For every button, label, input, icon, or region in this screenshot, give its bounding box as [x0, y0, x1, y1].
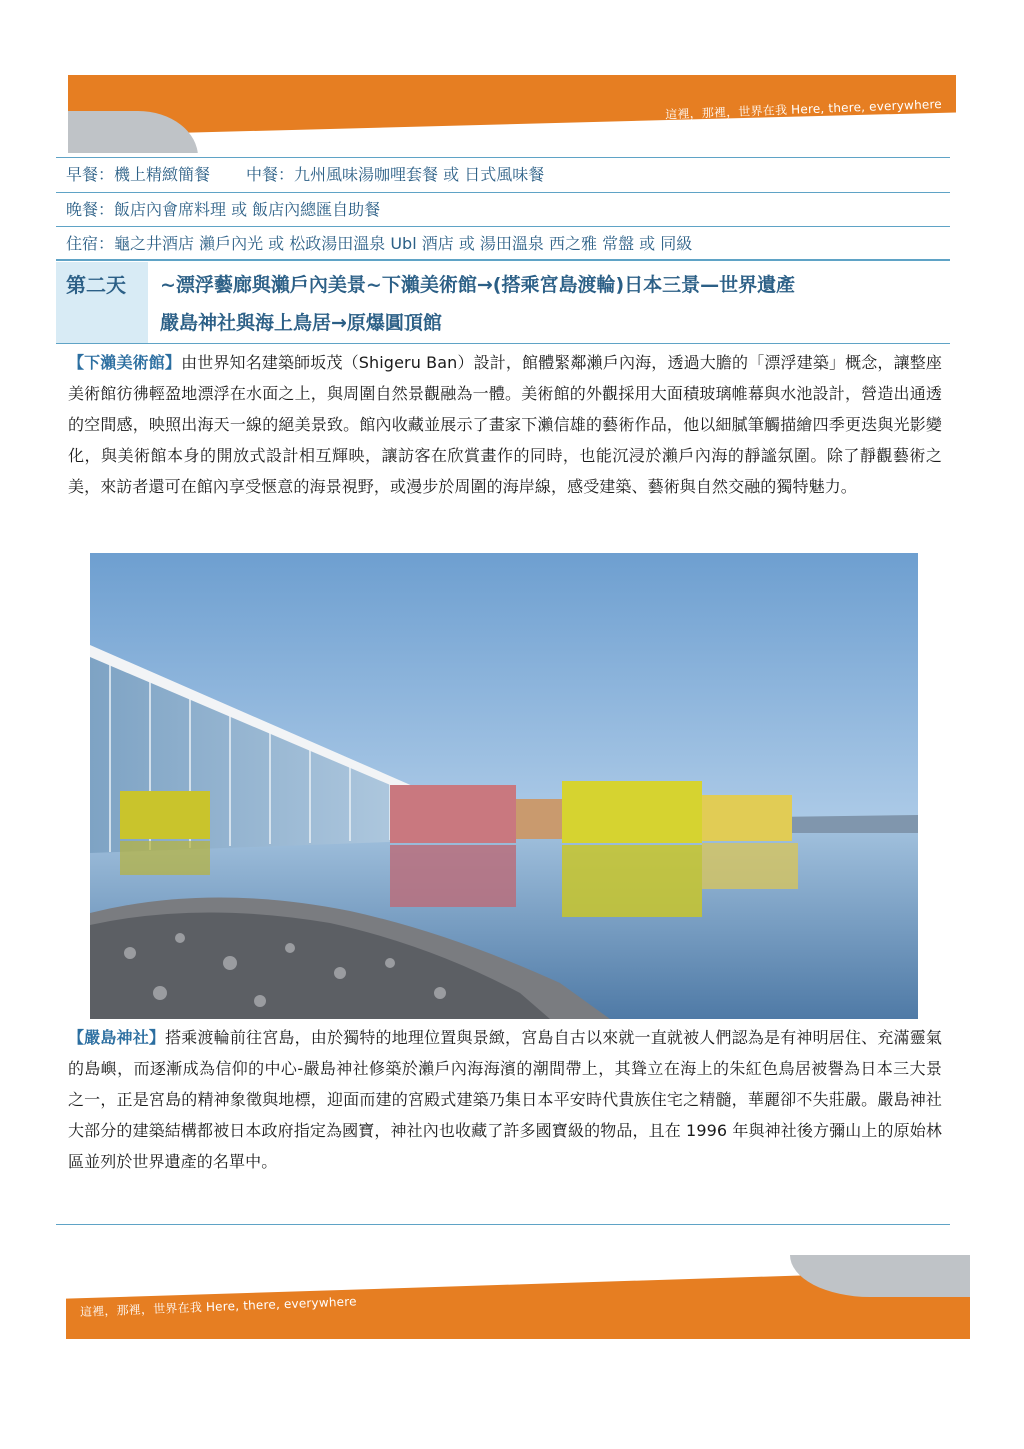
divider — [56, 259, 950, 261]
section-shimose-museum — [68, 347, 942, 502]
day-title-line-2: 嚴島神社與海上鳥居→原爆圓頂館 — [160, 312, 442, 334]
day-title-line-1: ~漂浮藝廊與瀨戶內美景~下瀨美術館→(搭乘宮島渡輪)日本三景—世界遺產 — [160, 274, 796, 296]
lunch-text: 中餐：九州風味湯咖哩套餐 或 日式風味餐 — [246, 165, 545, 184]
meals-row-1 — [56, 157, 950, 191]
meals-row-2 — [56, 192, 950, 226]
section-tag: 【下瀨美術館】 — [68, 353, 182, 372]
divider — [56, 1224, 950, 1225]
header-slogan: 這裡，那裡，世界在我 Here, there, everywhere — [665, 97, 943, 122]
footer-banner — [66, 1255, 970, 1339]
lodging-row — [56, 226, 950, 260]
footer-slogan: 這裡，那裡，世界在我 Here, there, everywhere — [79, 1294, 357, 1319]
header-banner — [68, 75, 956, 153]
lodging-text: 住宿：龜之井酒店 瀨戶內光 或 松政湯田溫泉 Ubl 酒店 或 湯田溫泉 西之雅 常盤 或 同級 — [66, 234, 693, 253]
dinner-text: 晚餐：飯店內會席料理 或 飯店內總匯自助餐 — [66, 200, 381, 219]
breakfast-text: 早餐：機上精緻簡餐 — [66, 165, 211, 184]
section-tag: 【嚴島神社】 — [68, 1028, 166, 1047]
divider — [56, 343, 950, 344]
day-label: 第二天 — [66, 273, 126, 297]
section-itsukushima-shrine — [68, 1022, 942, 1177]
museum-photo — [90, 553, 918, 1019]
section-text: 由世界知名建築師坂茂（Shigeru Ban）設計，館體緊鄰瀨戶內海，透過大膽的「漂浮建築」概念，讓整座美術館彷彿輕盈地漂浮在水面之上，與周圍自然景觀融為一體。美術館的外觀採用大面積玻璃帷幕與水池設計，營造出通透的空間感，映照出海天一線的絕美景致。館內收藏並展示了畫家下瀨信雄的藝術作品，他以細膩筆觸描繪四季更迭與光影變化，與美術館本身的開放式設計相互輝映，讓訪客在欣賞畫作的同時，也能沉浸於瀨戶內海的靜謐氛圍。除了靜觀藝術之美，來訪者還可在館內享受愜意的海景視野，或漫步於周圍的海岸線，感受建築、藝術與自然交融的獨特魅力。 — [68, 353, 942, 496]
section-text: 搭乘渡輪前往宮島，由於獨特的地理位置與景緻，宮島自古以來就一直就被人們認為是有神明居住、充滿靈氣的島嶼，而逐漸成為信仰的中心-嚴島神社修築於瀨戶內海海濱的潮間帶上，其聳立在海上的朱紅色鳥居被譽為日本三大景之一，正是宮島的精神象徵與地標，迎面而建的宮殿式建築乃集日本平安時代貴族住宅之精髓，華麗卻不失莊嚴。嚴島神社大部分的建築結構都被日本政府指定為國寶，神社內也收藏了許多國寶級的物品，且在 1996 年與神社後方彌山上的原始林區並列於世界遺產的名單中。 — [68, 1028, 942, 1171]
